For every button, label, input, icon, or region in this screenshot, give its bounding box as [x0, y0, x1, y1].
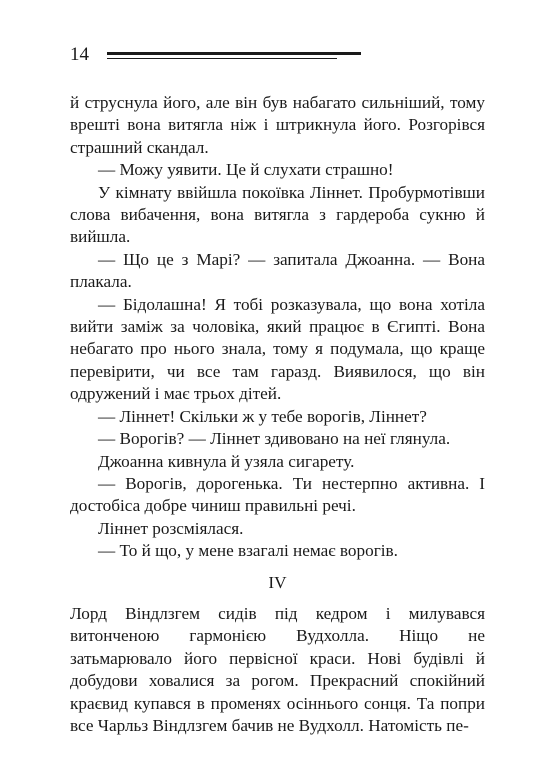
paragraph: — Ворогів, дорогенька. Ти нестерпно активна. І достобіса добре чиниш правильні речі.: [70, 473, 485, 516]
paragraph: Джоанна кивнула й узяла сигарету.: [98, 451, 355, 471]
paragraph: — Що це з Марі? — запитала Джоанна. — Вона плакала.: [70, 249, 485, 292]
paragraph: Лорд Віндлзгем сидів під кедром і милувався витонченою гармонією Вудхолла. Ніщо не затьмарювало його первісної краси. Нові будівлі й добудови ховалися за рогом. Прекрасний спокійний краєвид купався в променях осіннього сонця. Та попри все Чарльз Віндлзгем бачив не Вудхолл. Натомість пе-: [70, 603, 485, 735]
page-header: [70, 44, 300, 68]
paragraph: — Ворогів? — Ліннет здивовано на неї глянула.: [98, 429, 451, 449]
paragraph: Ліннет розсміялася.: [98, 518, 244, 538]
page-number: 14: [70, 44, 89, 65]
header-rule-thick: [107, 52, 361, 55]
section-heading: IV: [268, 572, 287, 592]
paragraph: — Бідолашна! Я тобі розказувала, що вона хотіла вийти заміж за чоловіка, який працює в Єгипті. Вона небагато про нього знала, тому я подумала, що краще перевірити, чи все там гаразд. Виявилося, що він одружений і має трьох дітей.: [70, 294, 485, 404]
paragraph: — То й що, у мене взагалі немає ворогів.: [98, 541, 398, 561]
paragraph: — Ліннет! Скільки ж у тебе ворогів, Ліннет?: [98, 406, 427, 426]
header-rule-thin: [107, 58, 337, 59]
paragraph: — Можу уявити. Це й слухати страшно!: [98, 160, 394, 180]
body-text: [70, 92, 485, 737]
paragraph: й струснула його, але він був набагато сильніший, тому врешті вона витягла ніж і штрикнула його. Розгорівся страшний скандал.: [70, 93, 485, 157]
paragraph: У кімнату ввійшла покоївка Ліннет. Пробурмотівши слова вибачення, вона витягла з гардероба сукню й вийшла.: [70, 182, 485, 247]
